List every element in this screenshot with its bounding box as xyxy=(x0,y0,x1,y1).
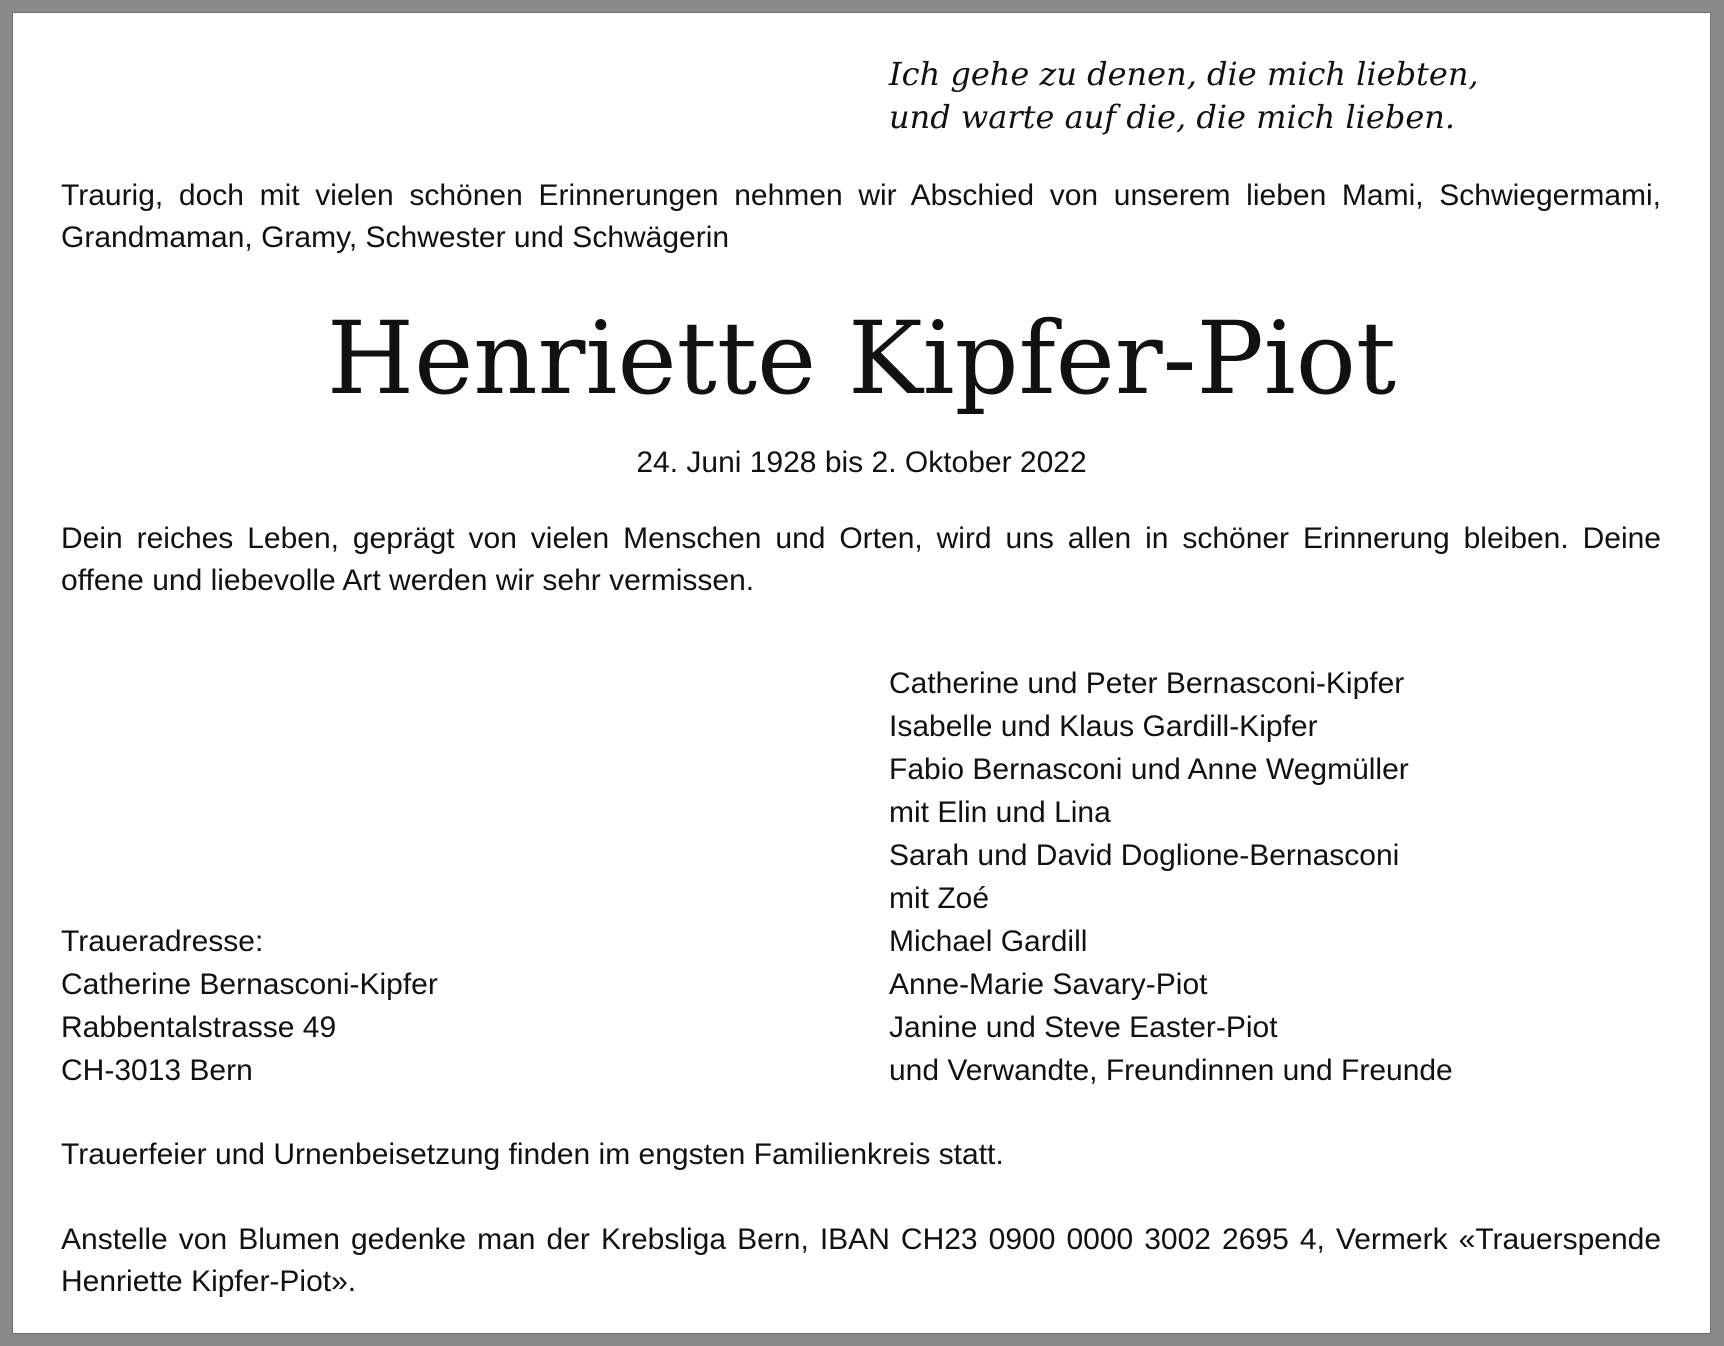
mourner-line: Sarah und David Doglione-Bernasconi xyxy=(889,839,1400,872)
motto-quote xyxy=(889,53,1609,139)
intro-paragraph: Traurig, doch mit vielen schönen Erinnerungen nehmen wir Abschied von unserem lieben Mami, Schwiegermami, Grandmaman, Gramy, Schwester und Schwägerin xyxy=(61,179,1661,254)
address-street: Rabbentalstrasse 49 xyxy=(61,1011,337,1044)
mourners-list xyxy=(889,662,1453,1092)
mourning-address xyxy=(61,920,438,1092)
life-dates: 24. Juni 1928 bis 2. Oktober 2022 xyxy=(636,446,1087,479)
mourner-line: Isabelle und Klaus Gardill-Kipfer xyxy=(889,710,1318,743)
mourner-line: Janine und Steve Easter-Piot xyxy=(889,1011,1278,1044)
motto-line: und warte auf die, die mich lieben. xyxy=(889,98,1456,136)
address-label: Traueradresse: xyxy=(61,925,264,958)
mourner-line: mit Elin und Lina xyxy=(889,796,1111,829)
mourner-line: Anne-Marie Savary-Piot xyxy=(889,968,1208,1001)
mourner-line: und Verwandte, Freundinnen und Freunde xyxy=(889,1054,1453,1087)
deceased-name: Henriette Kipfer-Piot xyxy=(326,300,1397,417)
ceremony-note: Trauerfeier und Urnenbeisetzung finden im engsten Familienkreis statt. xyxy=(61,1138,1004,1171)
obituary-page xyxy=(12,12,1711,1334)
mourner-line: Fabio Bernasconi und Anne Wegmüller xyxy=(889,753,1409,786)
mourner-line: mit Zoé xyxy=(889,882,990,915)
address-city: CH-3013 Bern xyxy=(61,1054,253,1087)
mourner-line: Michael Gardill xyxy=(889,925,1088,958)
motto-line: Ich gehe zu denen, die mich liebten, xyxy=(889,55,1479,93)
address-name: Catherine Bernasconi-Kipfer xyxy=(61,968,438,1001)
donation-note: Anstelle von Blumen gedenke man der Krebsliga Bern, IBAN CH23 0900 0000 3002 2695 4, Vermerk «Trauerspende Henriette Kipfer-Piot». xyxy=(61,1223,1661,1298)
mourner-line: Catherine und Peter Bernasconi-Kipfer xyxy=(889,667,1405,700)
tribute-paragraph: Dein reiches Leben, geprägt von vielen Menschen und Orten, wird uns allen in schöner Erinnerung bleiben. Deine offene und liebevolle Art werden wir sehr vermissen. xyxy=(61,522,1661,597)
